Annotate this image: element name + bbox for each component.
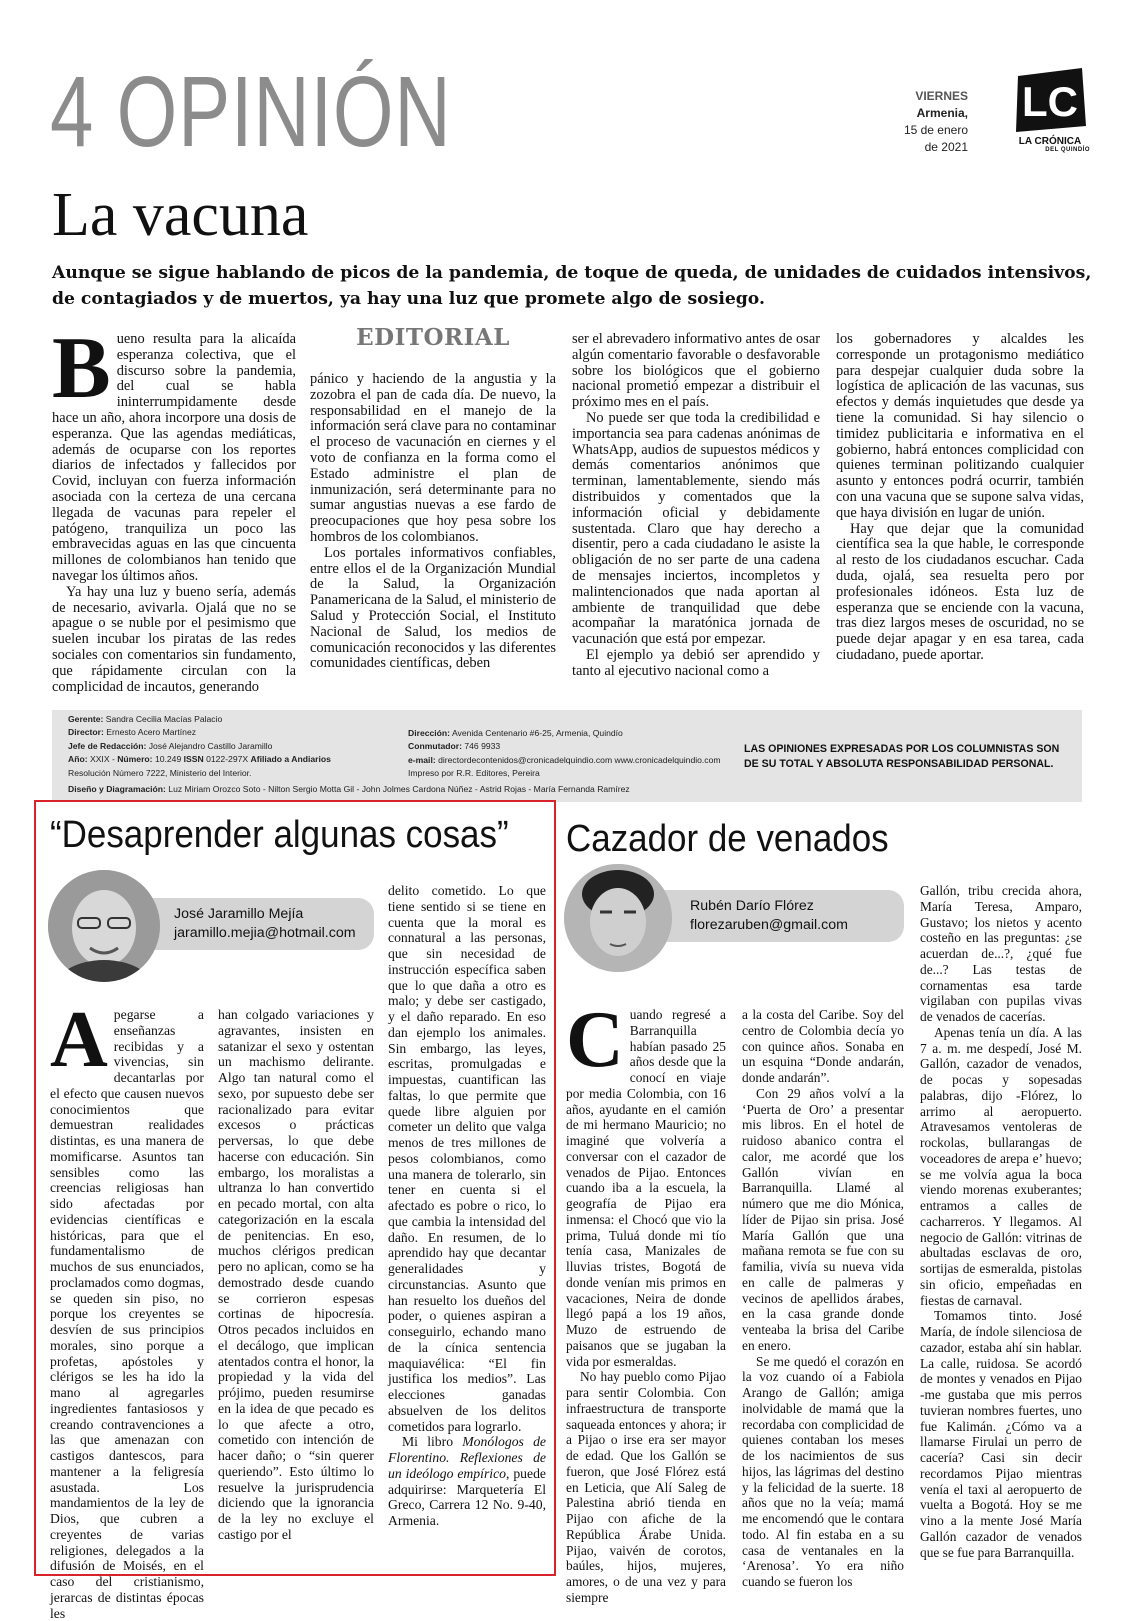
author-info [690, 897, 848, 935]
paragraph: No hay pueblo como Pijao para sentir Colombia. Con infraestructura de transporte saqueada entonces y ahora; ir a Pijao o irse era ser mayor de edad. Que los Gallón se fueron, que José Flórez está en Leticia, que Alí Saleg de Palestina abrió tienda en Pijao con afiche de la República Árabe Unida. Pijao, vaivén de corotos, baúles, hijos, mujeres, amores, o de una vez y para siempre [566, 1369, 726, 1605]
masthead-line: Resolución Número 7222, Ministerio del Interior. [68, 767, 252, 778]
masthead-line: Diseño y Diagramación: Luz Miriam Orozco Soto - Nilton Sergio Motta Gil - John Jolmes Cardona Núñez - Astrid Rojas - María Fernanda Ramírez [68, 784, 630, 795]
newspaper-logo [1014, 66, 1086, 136]
author-info [174, 905, 356, 943]
paragraph: delito cometido. Lo que tiene sentido si se tiene en cuenta que la moral es connatural a las personas, que sin necesidad de instrucción específica saben que lo que daña a otro es malo; y debe ser castigado, y el daño reparado. En eso dan ejemplo los animales. Sin embargo, las leyes, escritas, promulgadas e impuestas, cuantifican las faltas, lo que permite que quede libre alguien por cometer un delito que valga menos de tres millones de pesos colombianos, como una manera de tolerarlo, sin tener en cuenta si el afectado es pobre o rico, lo que cambia la intensidad del daño. En resumen, de lo aprendido hay que decantar generalidades y circunstancias. Asunto que han resuelto los dueños del poder, o quienes aspiran a conseguirlo, echando mano de la cínica sentencia maquiavélica: “El fin justifica los medios”. Las elecciones ganadas absuelven de los delitos cometidos para lograrlo. [388, 883, 546, 1434]
editorial-column-1 [52, 320, 296, 695]
editorial-label: EDITORIAL [356, 324, 510, 351]
column-left-col-2 [218, 1007, 374, 1543]
column-right-col-1 [566, 996, 726, 1606]
column-left-title: “Desaprender algunas cosas” [50, 814, 509, 856]
column-left-col-3 [388, 883, 546, 1529]
paragraph: Mi libro Monólogos de Florentino. Reflexiones de un ideólogo empírico, puede adquirirse: Marquetería El Greco, Carrera 12 No. 9-40, Armenia. [388, 1434, 546, 1528]
paragraph: Se me quedó el corazón en la voz cuando oí a Fabiola Arango de Gallón; amiga inolvidable de mamá que la recordaba con complicidad de quienes contaban los meses de los nacimientos de sus hijos, las lágrimas del destino y la felicidad de la suerte. 18 años que no la veía; mamá me encomendó que le contara todo. Al fin estaba en a su casa de ventanales en la ‘Arenosa’. Yo era niño cuando se fueron los [742, 1353, 904, 1589]
paragraph: Con 29 años volví a la ‘Puerta de Oro’ a presentar mis libros. En el hotel de ruidoso abanico contra el calor, me acordé que los Gallón vivían en Barranquilla. Llamé al número que me dio Mónica, líder de Pijao sin prisa. José María Gallón que una mañana remota se fue con su familia, vivía su nueva vida en calle de palmeras y vecinos de apellidos árabes, en la casa grande donde venteaba la brisa del Caribe en enero. [742, 1085, 904, 1353]
paragraph: No puede ser que toda la credibilidad e importancia sea para cadenas anónimas de WhatsApp, audios de supuestos médicos y demás comentarios anónimos que terminan, lamentablemente, siendo más distribuidos y comentados que la información oficial y debidamente sustentada. Claro que hay derecho a disentir, pero a cada ciudadano le asiste la obligación de no ser parte de una cadena de mensajes inciertos, incompletos y malintencionados que nada aportan al ambiente de tranquilidad que debe acompañar la maratónica jornada de vacunación que está por empezar. [572, 409, 820, 648]
paragraph: ser el abrevadero informativo antes de osar algún comentario favorable o desfavorable sobre los biológicos que el gobierno nacional prometió empezar a distribuir el próximo mes en el país. [572, 331, 820, 411]
author-name: José Jaramillo Mejía [174, 906, 304, 922]
masthead-line: Jefe de Redacción: José Alejandro Castillo Jaramillo [68, 740, 273, 751]
book-title: Monólogos de Florentino. Reflexiones de un ideólogo empírico [388, 1434, 546, 1481]
date-block [904, 88, 968, 156]
date-line-2: de 2021 [924, 140, 968, 154]
drop-cap: A [50, 996, 108, 1084]
masthead-line: Gerente: Sandra Cecilia Macías Palacio [68, 714, 223, 724]
logo-subtitle: DEL QUINDÍO [1045, 147, 1090, 153]
paragraph: Gallón, tribu crecida ahora, María Teresa, Amparo, Gustavo; los nietos y acento costeño en las preguntas: ¿se acuerdan de...?, ¿qué fue de...? Las testas de cornamentas esa tarde vigilaban con pupilas vivas de venados de cacerías. [920, 883, 1082, 1024]
paragraph: los gobernadores y alcaldes les corresponde un protagonismo mediático para despejar cualquier duda sobre la logística de aplicación de las vacunas, sus efectos y demás inquietudes que desde ya tiene la comunidad. Si hay silencio o timidez publicitaria e informativa en el gobierno, habrá entonces complicidad con quienes terminan politizando cualquier asunto y entonces podrá ocurrir, también con una vacuna que se supone salva vidas, que haya división en lugar de unión. [836, 331, 1084, 521]
masthead-line: Año: XXIX - Número: 10.249 ISSN 0122-297X Afiliado a Andiarios [68, 754, 331, 765]
column-right-col-2 [742, 1007, 904, 1590]
column-right-title: Cazador de venados [566, 818, 889, 860]
paragraph: El ejemplo ya debió ser aprendido y tanto al ejecutivo nacional como a [572, 646, 820, 679]
section-number: 4 [50, 56, 95, 168]
logo-letters: LC [1022, 78, 1078, 125]
paragraph: han colgado variaciones y agravantes, insisten en satanizar el sexo y ostentan un machismo delirante. Algo tan natural como el sexo, por supuesto debe ser racionalizado para evitar excesos o prácticas perversas, lo que debe hacerse con educación. Sin embargo, los moralistas a ultranza lo han convertido en pecado mortal, con alta categorización en la escala de penitencias. En eso, muchos clérigos predican pero no aplican, como se ha demostrado desde cuando se corrieron espesas cortinas de hipocresía. Otros pecados incluidos en el decálogo, que implican atentados contra el honor, la propiedad y la vida del prójimo, pueden resumirse en la idea de que pecado es lo que afecte a otro, cometido con intención de hacer daño; o “sin querer queriendo”. Esto último lo resuelve la jurisprudencia diciendo que la ignorancia de la ley no excluye el castigo por el [218, 1007, 374, 1542]
masthead-line: Conmutador: 746 9933 [408, 741, 501, 752]
paragraph: Ya hay una luz y bueno sería, además de necesario, avivarla. Ojalá que no se apague o se nuble por el pesimismo que suelen incubar los piratas de las redes sociales con comentarios sin fundamento, que rápidamente circulan con la complicidad de incautos, generando [52, 583, 296, 695]
column-left-col-1 [50, 996, 204, 1621]
paragraph: Tomamos tinto. José María, de índole silenciosa de cazador, estaba ahí sin hablar. La calle, ruidosa. Se acordó de montes y venados en Pijao -me gustaba que mis perros tuvieran nombres fuertes, uno fue Kalimán. ¿Cómo va a llamarse Firulai un perro de cacería? Casi sin decir recordamos Pijao mientras venía el taxi al aeropuerto de vuelta a Bogotá. Hoy se me vino a la mente José María Gallón cazador de venados que se fue para Barranquilla. [920, 1308, 1082, 1560]
masthead-line: Dirección: Avenida Centenario #6-25, Armenia, Quindío [408, 728, 623, 738]
drop-cap: B [52, 320, 111, 417]
date-line-1: 15 de enero [903, 123, 968, 137]
masthead-contact [408, 727, 721, 781]
editorial-column-4 [836, 332, 1084, 664]
section-name: OPINIÓN [116, 56, 452, 168]
paragraph: Apegarse a enseñanzas recibidas y a vivencias, sin decantarlas por el efecto que causen nuevos conocimientos que demuestran realidades distintas, es una manera de momificarse. Asuntos tan sensibles como las creencias religiosas han sido afectadas por evidencias científicas e históricas, para que el fundamentalismo de muchos de sus enunciados, proclamados como dogmas, se queden sin piso, no porque los creyentes se desvíen de sus principios morales, sino porque a profetas, apóstoles y clérigos se les ha ido la mano al agregarles ingredientes fantasiosos y creando contravenciones a las que amenazan con castigos dantescos, para mantener a la feligresía asustada. Los mandamientos de la ley de Dios, que cubren a creyentes de varias religiones, delegados a la difusión de Moisés, en el caso del cristianismo, jerarcas de distintas épocas les [50, 996, 204, 1621]
author-photo [564, 864, 672, 972]
editorial-headline: La vacuna [52, 181, 309, 249]
author-photo [48, 870, 160, 982]
paragraph: Bueno resulta para la alicaída esperanza colectiva, que el discurso sobre la pandemia, del cual se habla ininterrumpidamente desde hace un año, ahora incorpore una dosis de esperanza. Que las agendas mediáticas, además de ocuparse con los reportes diarios de infectados y fallecidos por Covid, incluyan con fuerza información asociada con la certeza de una cercana llegada de vacunas para repeler el patógeno, tranquiliza un poco las embravecidas aguas en las que cincuenta millones de colombianos han tenido que navegar los últimos años. [52, 320, 296, 584]
paragraph: a la costa del Caribe. Soy del centro de Colombia decía yo con quince años. Sonaba en un esquina “Donde andarán, donde andarán”. [742, 1007, 904, 1085]
logo-name: LA CRÓNICA [1018, 136, 1082, 147]
email-link[interactable]: directordecontenidos@cronicadelquindio.com www.cronicadelquindio.com [438, 754, 721, 765]
editorial-lede: Aunque se sigue hablando de picos de la pandemia, de toque de queda, de unidades de cuidados intensivos, de contagiados y de muertos, ya hay una luz que promete algo de sosiego. [52, 263, 1092, 309]
author-name: Rubén Darío Flórez [690, 898, 814, 914]
paragraph: Apenas tenía un día. A las 7 a. m. me despedí, José M. Gallón, cazador de venados, de pocas y sopesadas palabras, dijo -Flórez, lo arrimo al aeropuerto. Atravesamos ventoleras de rockolas, bullarangas de voceadores de arepa e’ huevo; se me volvía agua la boca viendo morenas exuberantes; entramos a calles de cacharreros. Y llegamos. Al negocio de Gallón: vitrinas de abultadas esclavas de oro, sortijas de esmeralda, pistolas sin oficio, empeñadas en fiestas de carnaval. [920, 1024, 1082, 1308]
author-email[interactable]: florezaruben@gmail.com [690, 917, 848, 933]
editorial-column-2 [310, 372, 556, 672]
masthead-line: Impreso por R.R. Editores, Pereira [408, 768, 540, 779]
section-title [50, 56, 452, 168]
weekday: VIERNES [915, 89, 968, 103]
paragraph: Los portales informativos confiables, entre ellos el de la Organización Mundial de la Salud, la Organización Panamericana de la Salud, el ministerio de Salud y Protección Social, el Instituto Nacional de Salud, los medios de comunicación reconocidos y las diferentes comunidades científicas, deben [310, 544, 556, 672]
masthead-line: Director: Ernesto Acero Martínez [68, 727, 197, 738]
column-right-col-3 [920, 883, 1082, 1560]
paragraph: Cuando regresé a Barranquilla habían pasado 25 años desde que la conocí en viaje por media Colombia, con 16 años, ayudante en el camión de mi hermano Mauricio; no imaginé que volvería a conversar con el cazador de venados de Pijao. Entonces cuando iba a la escuela, la geografía de Pijao era inmensa: el Chocó que vio la prima, Tuluá donde mi tío tenía casa, Manizales de lluvias tristes, Bogotá de donde venían mis primos en vacaciones, Neira de donde llegó papá a los 19 años, Muzo de estruendo de paisanos que se jugaban la vida por esmeraldas. [566, 996, 726, 1369]
drop-cap: C [566, 996, 624, 1084]
disclaimer: LAS OPINIONES EXPRESADAS POR LOS COLUMNISTAS SON DE SU TOTAL Y ABSOLUTA RESPONSABILIDAD PERSONAL. [744, 743, 1060, 770]
author-email[interactable]: jaramillo.mejia@hotmail.com [174, 925, 356, 941]
masthead-line: e-mail: directordecontenidos@cronicadelquindio.com www.cronicadelquindio.com [408, 754, 721, 765]
editorial-column-3 [572, 332, 820, 680]
city: Armenia, [916, 106, 968, 120]
paragraph: pánico y haciendo de la angustia y la zozobra el pan de cada día. De nuevo, la responsabilidad en el manejo de la información será clave para no contaminar el proceso de vacunación en ciernes y el voto de confianza en la forma como el Estado administre el plan de inmunización, será determinante para no sumar angustias nuevas a ese fardo de preocupaciones que hoy pesa sobre los hombros de los colombianos. [310, 371, 556, 545]
paragraph: Hay que dejar que la comunidad científica sea la que hable, le corresponde al resto de los ciudadanos escuchar. Cada duda, ojalá, sea resuelta pero por profesionales idóneos. Esta luz de esperanza que se enciende con la vacuna, tras diez largos meses de oscuridad, no se puede dejar apagar y en esa tarea, cada ciudadano, puede aportar. [836, 520, 1084, 663]
